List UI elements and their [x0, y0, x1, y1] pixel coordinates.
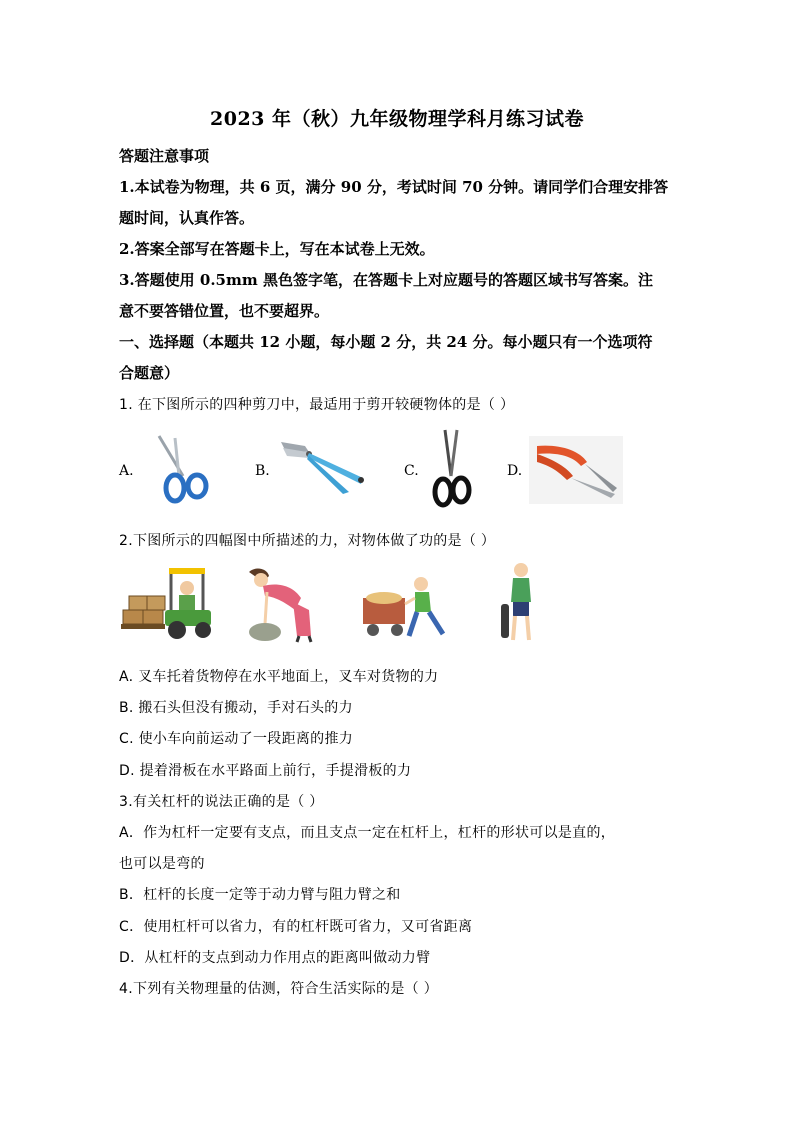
question-1-stem: 1. 在下图所示的四种剪刀中，最适用于剪开较硬物体的是（ ） — [119, 397, 515, 413]
scissors-black-icon — [427, 428, 477, 510]
option-b-label: B. — [255, 463, 270, 479]
notice-item-1-cont: 题时间，认真作答。 — [119, 209, 255, 227]
scissors-blue-icon — [149, 432, 211, 504]
option-c-label: C. — [404, 463, 419, 479]
question-2-option-b: B. 搬石头但没有搬动，手对石头的力 — [119, 700, 353, 716]
question-2-figures — [119, 560, 549, 650]
notice-item-1: 1.本试卷为物理，共 6 页，满分 90 分，考试时间 70 分钟。请同学们合理安排答 — [119, 178, 669, 196]
person-lifting-stone-icon — [239, 562, 319, 644]
option-d-label: D. — [507, 463, 523, 479]
question-4-stem: 4.下列有关物理量的估测，符合生活实际的是（ ） — [119, 981, 439, 997]
question-2-option-a: A. 叉车托着货物停在水平地面上，叉车对货物的力 — [119, 669, 439, 685]
question-2-option-c: C. 使小车向前运动了一段距离的推力 — [119, 731, 354, 747]
question-3-option-c: C．使用杠杆可以省力，有的杠杆既可省力，又可省距离 — [119, 919, 473, 935]
question-3-option-d: D．从杠杆的支点到动力作用点的距离叫做动力臂 — [119, 950, 431, 966]
thread-snips-orange-icon — [529, 436, 623, 504]
notice-item-2: 2.答案全部写在答题卡上，写在本试卷上无效。 — [119, 240, 435, 258]
notice-item-3: 3.答题使用 0.5mm 黑色签字笔，在答题卡上对应题号的答题区域书写答案。注 — [119, 271, 653, 289]
tin-snips-icon — [279, 438, 369, 498]
thread-snips-photo — [529, 436, 623, 504]
section-heading: 一、选择题（本题共 12 小题，每小题 2 分，共 24 分。每小题只有一个选项符 — [119, 333, 653, 351]
section-heading-cont: 合题意） — [119, 364, 180, 382]
question-3-option-a: A．作为杠杆一定要有支点，而且支点一定在杠杆上，杠杆的形状可以是直的， — [119, 825, 616, 841]
question-3-option-a-cont: 也可以是弯的 — [119, 856, 205, 872]
question-3-stem: 3.有关杠杆的说法正确的是（ ） — [119, 794, 324, 810]
question-1-options — [119, 428, 639, 510]
question-3-option-b: B．杠杆的长度一定等于动力臂与阻力臂之和 — [119, 887, 401, 903]
notice-heading: 答题注意事项 — [119, 147, 210, 165]
person-pushing-cart-icon — [359, 574, 451, 644]
notice-item-3-cont: 意不要答错位置，也不要超界。 — [119, 302, 330, 320]
question-2-stem: 2.下图所示的四幅图中所描述的力，对物体做了功的是（ ） — [119, 533, 496, 549]
forklift-icon — [119, 562, 215, 642]
question-2-option-d: D. 提着滑板在水平路面上前行，手提滑板的力 — [119, 763, 412, 779]
option-a-label: A. — [119, 463, 134, 479]
page-title: 2023 年（秋）九年级物理学科月练习试卷 — [210, 108, 584, 130]
person-carrying-skateboard-icon — [499, 560, 539, 644]
